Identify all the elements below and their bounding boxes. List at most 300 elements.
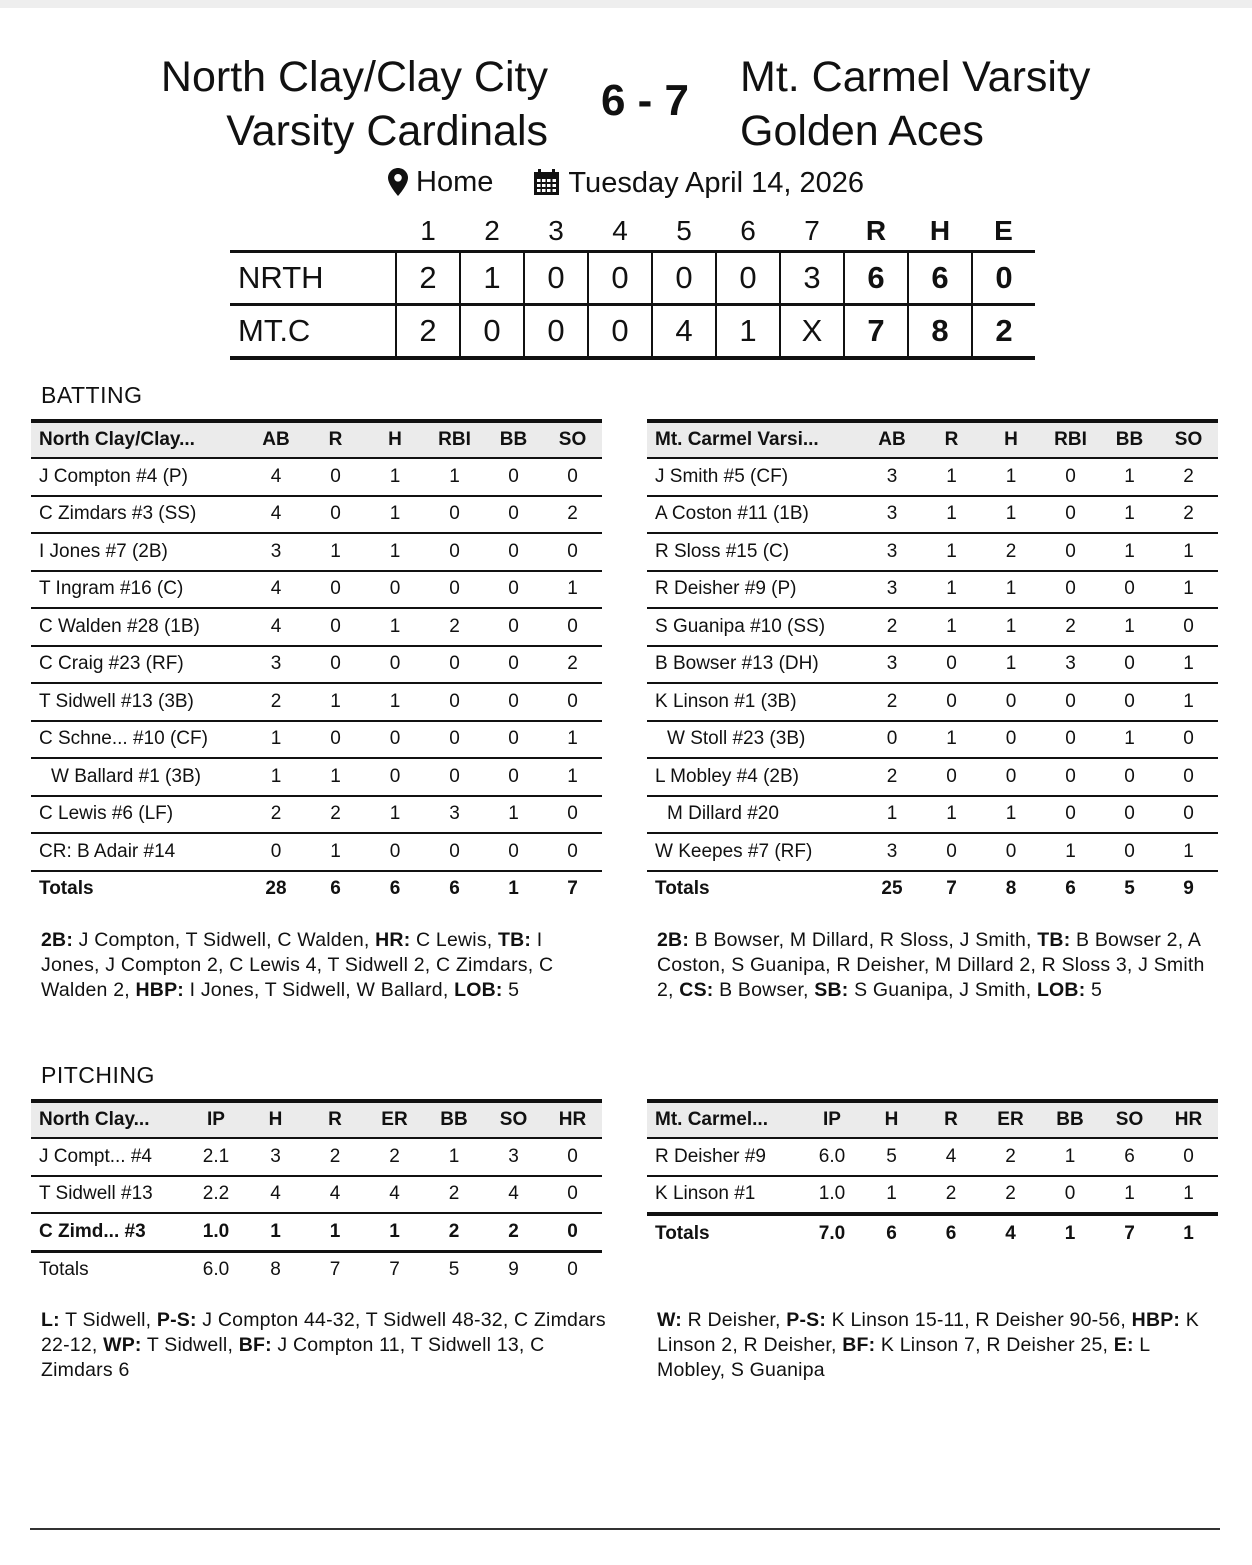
totals-cell: 9 — [508, 1259, 519, 1281]
pitching-notes-home — [41, 1308, 606, 1383]
totals-cell: 1 — [1183, 1222, 1194, 1244]
stat-cell: 3 — [862, 458, 922, 496]
stat-cell: 0 — [1100, 796, 1159, 834]
home-team-line2: Varsity Cardinals — [226, 107, 548, 155]
column-header: SO — [543, 421, 602, 458]
note-label: HBP: — [135, 979, 184, 1001]
stat-cell: 1 — [922, 571, 981, 609]
stat-cell: 2 — [305, 1138, 365, 1176]
stat-cell: 0 — [365, 833, 425, 871]
inning-cell: 2 — [396, 252, 460, 305]
home-team-name — [100, 50, 548, 158]
stat-cell: 0 — [425, 571, 484, 609]
map-pin-icon — [388, 168, 408, 196]
stat-cell: 0 — [543, 1213, 602, 1251]
player-name: CR: B Adair #14 — [31, 833, 246, 871]
stat-cell: 0 — [1041, 533, 1100, 571]
column-header: BB — [484, 421, 543, 458]
table-row — [31, 833, 602, 871]
stat-cell: 0 — [1159, 721, 1218, 759]
note-text: T Sidwell, — [59, 1309, 157, 1331]
table-row — [31, 758, 602, 796]
stat-cell: 3 — [862, 496, 922, 534]
stat-cell: 2 — [484, 1213, 543, 1251]
player-name: R Deisher #9 — [647, 1138, 802, 1176]
stat-cell: 1 — [1041, 833, 1100, 871]
column-header: R — [306, 421, 365, 458]
note-text: B Bowser, M Dillard, R Sloss, J Smith, — [689, 929, 1038, 951]
note-label: HBP: — [1131, 1309, 1181, 1331]
stat-cell: 0 — [922, 646, 981, 684]
stat-cell: 0 — [484, 533, 543, 571]
note-label: BF: — [238, 1334, 272, 1356]
stat-cell: 0 — [425, 721, 484, 759]
stat-cell: 2 — [1159, 496, 1218, 534]
table-row — [647, 533, 1218, 571]
stat-cell: 2 — [1041, 608, 1100, 646]
stat-cell: 0 — [425, 533, 484, 571]
totals-cell: 28 — [265, 878, 287, 900]
table-row — [647, 571, 1218, 609]
batting-section-title: BATTING — [41, 382, 143, 408]
stat-cell: 0 — [1040, 1176, 1100, 1215]
note-label: BF: — [842, 1334, 876, 1356]
stat-cell: 3 — [1041, 646, 1100, 684]
stat-cell: 6.0 — [802, 1138, 862, 1176]
stat-cell: 1 — [981, 496, 1041, 534]
player-name: R Sloss #15 (C) — [647, 533, 862, 571]
player-name: B Bowser #13 (DH) — [647, 646, 862, 684]
table-row — [31, 721, 602, 759]
note-text: I Jones, J Compton 2, C Lewis 4, T Sidwell 2, C Zimdars, C Walden 2, — [41, 929, 554, 1001]
note-label: SB: — [814, 979, 849, 1001]
stat-cell: 4 — [246, 458, 306, 496]
player-name: C Zimd... #3 — [31, 1213, 186, 1251]
stat-cell: 1 — [1100, 608, 1159, 646]
player-name: T Sidwell #13 (3B) — [31, 683, 246, 721]
stat-cell: 3 — [246, 1138, 305, 1176]
hits-header: H — [929, 215, 951, 246]
totals-cell: 0 — [567, 1259, 578, 1281]
column-header: ER — [365, 1101, 424, 1138]
stat-cell: 0 — [425, 833, 484, 871]
stat-cell: 0 — [1100, 571, 1159, 609]
stat-cell: 2 — [543, 496, 602, 534]
stat-cell: 0 — [425, 758, 484, 796]
stat-cell: 1 — [543, 758, 602, 796]
stat-cell: 0 — [365, 646, 425, 684]
stat-cell: 4 — [246, 496, 306, 534]
note-text: B Bowser, — [713, 979, 815, 1001]
pitching-notes-away — [657, 1308, 1202, 1383]
totals-label: Totals — [655, 878, 710, 900]
inning-header: 7 — [804, 215, 820, 246]
note-text: K Linson 15-11, R Deisher 90-56, — [826, 1309, 1132, 1331]
note-text: B Bowser 2, A Coston, S Guanipa, R Deisher, M Dillard 2, R Sloss 3, J Smith 2, — [657, 929, 1205, 1001]
totals-cell: 4 — [1005, 1222, 1016, 1244]
stat-cell: 0 — [484, 721, 543, 759]
column-header: IP — [186, 1101, 246, 1138]
stat-cell: 3 — [862, 646, 922, 684]
stat-cell: 1 — [365, 496, 425, 534]
note-text: C Lewis, — [410, 929, 499, 951]
totals-row — [31, 1251, 602, 1288]
pitching-table-home — [31, 1099, 602, 1288]
inning-cell: X — [780, 305, 844, 359]
table-row — [647, 1138, 1218, 1176]
stat-cell: 0 — [1041, 758, 1100, 796]
column-header: HR — [1159, 1101, 1218, 1138]
table-row — [31, 533, 602, 571]
stat-cell: 2 — [424, 1176, 484, 1214]
note-text: T Sidwell, — [141, 1334, 239, 1356]
player-name: K Linson #1 (3B) — [647, 683, 862, 721]
note-label: HR: — [375, 929, 411, 951]
totals-cell: 6 — [945, 1222, 957, 1244]
stat-cell: 1 — [365, 683, 425, 721]
column-header: RBI — [425, 421, 484, 458]
note-label: WP: — [103, 1334, 142, 1356]
stat-cell: 1 — [922, 458, 981, 496]
stat-cell: 1 — [365, 458, 425, 496]
stat-cell: 1.0 — [802, 1176, 862, 1215]
table-row — [647, 758, 1218, 796]
stat-cell: 1 — [1100, 496, 1159, 534]
stat-cell: 0 — [365, 758, 425, 796]
stat-cell: 0 — [484, 571, 543, 609]
note-label: LOB: — [454, 979, 503, 1001]
table-row — [31, 458, 602, 496]
stat-cell: 1 — [1159, 533, 1218, 571]
stat-cell: 2 — [981, 533, 1041, 571]
stat-cell: 1 — [1100, 1176, 1159, 1215]
stat-cell: 0 — [425, 646, 484, 684]
totals-cell: 6 — [449, 878, 460, 900]
inning-cell: 4 — [652, 305, 716, 359]
stat-cell: 0 — [1100, 758, 1159, 796]
stat-cell: 0 — [484, 458, 543, 496]
stat-cell: 1 — [424, 1138, 484, 1176]
stat-cell: 2 — [921, 1176, 981, 1215]
stat-cell: 2 — [981, 1138, 1040, 1176]
stat-cell: 3 — [484, 1138, 543, 1176]
note-text: J Compton 44-32, T Sidwell 48-32, C Zimdars 22-12, — [41, 1309, 606, 1356]
player-name: C Schne... #10 (CF) — [31, 721, 246, 759]
stat-cell: 0 — [1100, 646, 1159, 684]
runs-cell: 7 — [844, 305, 908, 359]
column-header: SO — [484, 1101, 543, 1138]
stat-cell: 0 — [1041, 796, 1100, 834]
stat-cell: 0 — [425, 683, 484, 721]
stat-cell: 0 — [1041, 571, 1100, 609]
linescore-team: NRTH — [230, 252, 396, 305]
stat-cell: 4 — [246, 608, 306, 646]
stat-cell: 2 — [246, 796, 306, 834]
stat-cell: 1 — [306, 833, 365, 871]
column-header: RBI — [1041, 421, 1100, 458]
stat-cell: 1 — [246, 758, 306, 796]
stat-cell: 1 — [365, 796, 425, 834]
note-label: L: — [41, 1309, 60, 1331]
stat-cell: 4 — [365, 1176, 424, 1214]
stat-cell: 0 — [1041, 721, 1100, 759]
inning-header: 3 — [548, 215, 564, 246]
stat-cell: 1 — [246, 721, 306, 759]
batting-notes-home — [41, 928, 601, 1003]
totals-row — [647, 1214, 1218, 1252]
stat-cell: 2 — [862, 758, 922, 796]
totals-cell: 8 — [270, 1259, 281, 1281]
table-row — [647, 1176, 1218, 1215]
errors-cell: 0 — [972, 252, 1035, 305]
totals-cell: 6 — [886, 1222, 897, 1244]
stat-cell: 1 — [981, 571, 1041, 609]
inning-header: 2 — [484, 215, 500, 246]
stat-cell: 0 — [1100, 683, 1159, 721]
inning-cell: 0 — [588, 252, 652, 305]
column-header: H — [862, 1101, 921, 1138]
totals-cell: 7 — [567, 878, 578, 900]
runs-header: R — [865, 215, 887, 246]
stat-cell: 0 — [365, 571, 425, 609]
table-row — [647, 608, 1218, 646]
note-label: LOB: — [1036, 979, 1086, 1001]
table-row — [647, 646, 1218, 684]
totals-cell: 5 — [1124, 878, 1135, 900]
inning-cell: 3 — [780, 252, 844, 305]
table-row — [31, 1138, 602, 1176]
stat-cell: 0 — [1041, 458, 1100, 496]
stat-cell: 2.2 — [186, 1176, 246, 1214]
totals-cell: 7 — [329, 1259, 341, 1281]
stat-cell: 1 — [981, 796, 1041, 834]
stat-cell: 0 — [543, 1138, 602, 1176]
note-text: K Linson 2, R Deisher, — [657, 1309, 1199, 1356]
stat-cell: 0 — [1041, 496, 1100, 534]
stat-cell: 0 — [543, 608, 602, 646]
stat-cell: 1 — [981, 608, 1041, 646]
stat-cell: 0 — [246, 833, 306, 871]
stat-cell: 1 — [306, 758, 365, 796]
note-text: S Guanipa, J Smith, — [848, 979, 1037, 1001]
stat-cell: 2 — [543, 646, 602, 684]
player-name: C Walden #28 (1B) — [31, 608, 246, 646]
stat-cell: 1 — [305, 1213, 365, 1251]
player-name: T Sidwell #13 — [31, 1176, 186, 1214]
pitching-team-header: North Clay... — [31, 1101, 186, 1138]
stat-cell: 0 — [425, 496, 484, 534]
stat-cell: 1 — [1159, 1176, 1218, 1215]
stat-cell: 2 — [425, 608, 484, 646]
inning-header: 4 — [612, 215, 628, 246]
column-header: H — [246, 1101, 305, 1138]
stat-cell: 0 — [484, 496, 543, 534]
totals-cell: 6.0 — [202, 1259, 230, 1281]
totals-cell: 7 — [389, 1259, 400, 1281]
inning-header: 1 — [420, 215, 436, 246]
linescore-table — [230, 212, 1035, 360]
stat-cell: 0 — [1041, 683, 1100, 721]
column-header: BB — [1040, 1101, 1100, 1138]
note-text: J Compton, T Sidwell, C Walden, — [73, 929, 376, 951]
stat-cell: 4 — [921, 1138, 981, 1176]
totals-label: Totals — [655, 1222, 710, 1244]
errors-cell: 2 — [972, 305, 1035, 359]
note-label: CS: — [679, 979, 714, 1001]
note-label: TB: — [1037, 929, 1071, 951]
stat-cell: 0 — [543, 1176, 602, 1214]
away-team-name — [740, 50, 1220, 158]
hits-cell: 6 — [908, 252, 972, 305]
stat-cell: 0 — [306, 496, 365, 534]
stat-cell: 1 — [484, 796, 543, 834]
column-header: R — [921, 1101, 981, 1138]
stat-cell: 0 — [306, 571, 365, 609]
player-name: A Coston #11 (1B) — [647, 496, 862, 534]
stat-cell: 0 — [922, 833, 981, 871]
stat-cell: 0 — [922, 683, 981, 721]
batting-table-away — [647, 419, 1218, 907]
stat-cell: 0 — [484, 646, 543, 684]
stat-cell: 1 — [922, 496, 981, 534]
pitching-table-away — [647, 1099, 1218, 1252]
table-row — [647, 833, 1218, 871]
away-team-line1: Mt. Carmel Varsity — [740, 53, 1091, 101]
inning-cell: 1 — [460, 252, 524, 305]
stat-cell: 0 — [543, 533, 602, 571]
hits-cell: 8 — [908, 305, 972, 359]
column-header: SO — [1159, 421, 1218, 458]
stat-cell: 0 — [543, 796, 602, 834]
table-row — [31, 496, 602, 534]
stat-cell: 0 — [1100, 833, 1159, 871]
totals-row — [31, 871, 602, 908]
totals-cell: 7 — [946, 878, 957, 900]
totals-cell: 9 — [1183, 878, 1194, 900]
stat-cell: 2 — [862, 608, 922, 646]
inning-header: 6 — [740, 215, 756, 246]
stat-cell: 0 — [981, 721, 1041, 759]
stat-cell: 1 — [862, 1176, 921, 1215]
location — [388, 164, 493, 200]
totals-cell: 6 — [389, 878, 401, 900]
table-row — [31, 796, 602, 834]
player-name: R Deisher #9 (P) — [647, 571, 862, 609]
stat-cell: 2 — [306, 796, 365, 834]
table-row — [31, 1176, 602, 1214]
batting-notes-away — [657, 928, 1219, 1003]
stat-cell: 2 — [424, 1213, 484, 1251]
player-name: S Guanipa #10 (SS) — [647, 608, 862, 646]
stat-cell: 3 — [862, 571, 922, 609]
stat-cell: 1 — [1159, 571, 1218, 609]
stat-cell: 0 — [543, 458, 602, 496]
stat-cell: 2 — [981, 1176, 1040, 1215]
stat-cell: 1 — [981, 646, 1041, 684]
stat-cell: 0 — [543, 833, 602, 871]
totals-cell: 6 — [330, 878, 341, 900]
column-header: AB — [862, 421, 922, 458]
table-row — [31, 646, 602, 684]
column-header: IP — [802, 1101, 862, 1138]
stat-cell: 5 — [862, 1138, 921, 1176]
stat-cell: 0 — [306, 458, 365, 496]
date-text: Tuesday April 14, 2026 — [568, 166, 864, 199]
table-row — [647, 496, 1218, 534]
stat-cell: 1 — [1040, 1138, 1100, 1176]
stat-cell: 2 — [246, 683, 306, 721]
column-header: BB — [424, 1101, 484, 1138]
player-name: W Stoll #23 (3B) — [647, 721, 862, 759]
bottom-divider — [30, 1528, 1220, 1530]
inning-cell: 0 — [460, 305, 524, 359]
stat-cell: 0 — [981, 758, 1041, 796]
note-label: P-S: — [786, 1309, 827, 1331]
column-header: R — [922, 421, 981, 458]
totals-cell: 1 — [508, 878, 519, 900]
stat-cell: 0 — [1159, 796, 1218, 834]
column-header: BB — [1100, 421, 1159, 458]
stat-cell: 0 — [543, 683, 602, 721]
inning-cell: 2 — [396, 305, 460, 359]
inning-cell: 0 — [716, 252, 780, 305]
batting-team-header: Mt. Carmel Varsi... — [647, 421, 862, 458]
table-row — [647, 683, 1218, 721]
column-header: H — [365, 421, 425, 458]
stat-cell: 1 — [246, 1213, 305, 1251]
note-label: 2B: — [41, 929, 74, 951]
stat-cell: 4 — [246, 1176, 305, 1214]
pitching-section-title: PITCHING — [41, 1062, 155, 1088]
player-name: K Linson #1 — [647, 1176, 802, 1215]
stat-cell: 0 — [1159, 608, 1218, 646]
player-name: C Zimdars #3 (SS) — [31, 496, 246, 534]
inning-cell: 0 — [652, 252, 716, 305]
stat-cell: 0 — [484, 683, 543, 721]
inning-cell: 0 — [524, 305, 588, 359]
note-text: K Linson 7, R Deisher 25, — [875, 1334, 1114, 1356]
player-name: J Compton #4 (P) — [31, 458, 246, 496]
batting-table-home — [31, 419, 602, 907]
stat-cell: 0 — [1159, 1138, 1218, 1176]
stat-cell: 0 — [1159, 758, 1218, 796]
player-name: L Mobley #4 (2B) — [647, 758, 862, 796]
stat-cell: 3 — [862, 833, 922, 871]
stat-cell: 1 — [922, 796, 981, 834]
player-name: J Smith #5 (CF) — [647, 458, 862, 496]
linescore-corner — [230, 212, 396, 252]
stat-cell: 1 — [1100, 458, 1159, 496]
location-text: Home — [416, 166, 494, 198]
stat-cell: 0 — [922, 758, 981, 796]
stat-cell: 1 — [425, 458, 484, 496]
note-text: 5 — [1085, 979, 1103, 1001]
inning-header: 5 — [676, 215, 692, 246]
stat-cell: 0 — [365, 721, 425, 759]
stat-cell: 3 — [425, 796, 484, 834]
table-row — [647, 796, 1218, 834]
column-header: ER — [981, 1101, 1040, 1138]
stat-cell: 4 — [305, 1176, 365, 1214]
inning-cell: 1 — [716, 305, 780, 359]
player-name: M Dillard #20 — [647, 796, 862, 834]
totals-cell: 8 — [1005, 878, 1017, 900]
stat-cell: 6 — [1100, 1138, 1159, 1176]
column-header: HR — [543, 1101, 602, 1138]
stat-cell: 1 — [1100, 721, 1159, 759]
stat-cell: 1 — [365, 608, 425, 646]
stat-cell: 1 — [1100, 533, 1159, 571]
